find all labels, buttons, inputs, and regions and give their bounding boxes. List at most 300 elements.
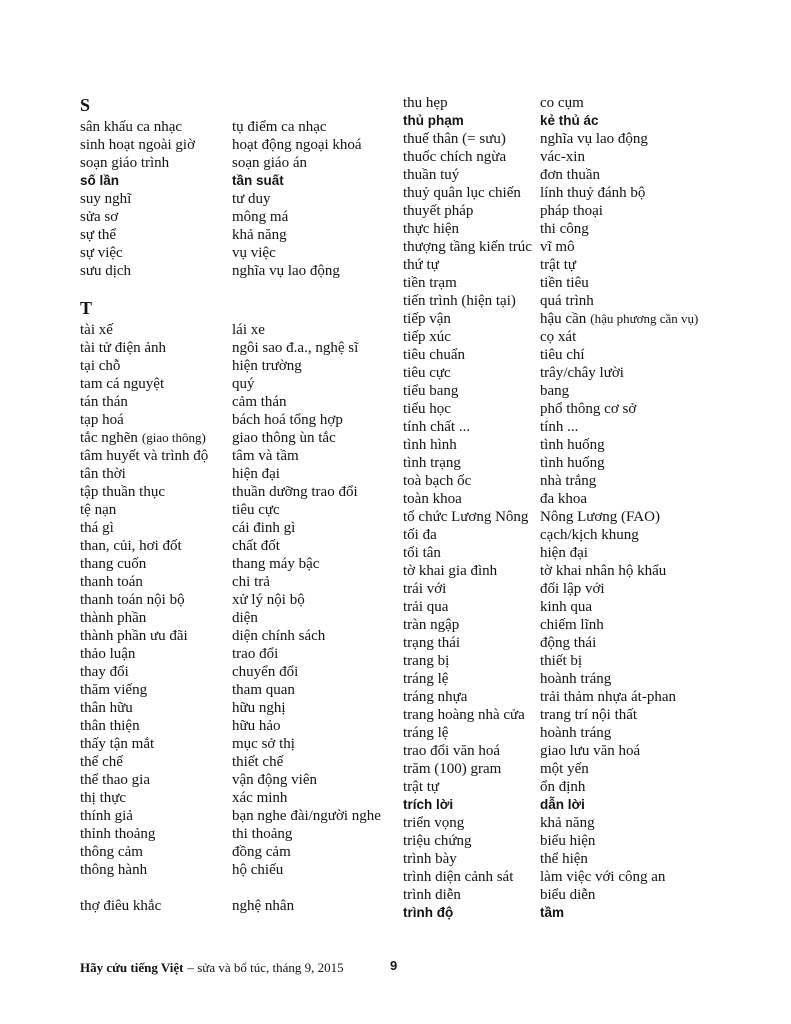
entry-term-text: trái với <box>403 581 447 597</box>
entry-row <box>403 832 743 850</box>
entry-equivalent <box>232 118 327 136</box>
entry-equivalent-text: co cụm <box>540 95 584 111</box>
entry-term-text: trăm (100) gram <box>403 761 502 777</box>
entry-equivalent <box>540 526 639 544</box>
entry-row <box>403 724 743 742</box>
entry-term <box>403 544 540 562</box>
entry-equivalent <box>540 112 599 130</box>
entry-term <box>403 184 540 202</box>
entry-equivalent <box>232 411 343 429</box>
entry-row <box>80 321 392 339</box>
entry-term <box>403 328 540 346</box>
entry-term <box>80 208 232 226</box>
entry-term <box>403 292 540 310</box>
entry-equivalent <box>540 310 698 328</box>
entry-term-text: thực hiện <box>403 221 460 237</box>
entry-row <box>80 897 392 915</box>
entry-equivalent <box>540 94 584 112</box>
entry-equivalent <box>540 130 648 148</box>
entry-equivalent <box>540 166 600 184</box>
entry-term-text: tiền trạm <box>403 275 457 291</box>
entry-equivalent-text: phổ thông cơ sở <box>540 401 637 417</box>
entry-equivalent-text: vác-xin <box>540 149 585 165</box>
entry-term <box>403 418 540 436</box>
entry-term-text: trình bày <box>403 851 457 867</box>
entry-equivalent <box>232 537 280 555</box>
entry-equivalent-text: động thái <box>540 635 597 651</box>
entry-row <box>403 202 743 220</box>
entry-equivalent <box>540 472 596 490</box>
entry-equivalent <box>540 778 585 796</box>
entry-equivalent-text: hoành tráng <box>540 725 612 741</box>
entry-term-text: thông cảm <box>80 844 143 860</box>
entry-equivalent-text: soạn giáo án <box>232 155 307 171</box>
entry-equivalent-text: lính thuỷ đánh bộ <box>540 185 646 201</box>
entry-term <box>403 868 540 886</box>
entry-term-text: thanh toán <box>80 574 143 590</box>
entry-equivalent-text: vĩ mô <box>540 239 575 255</box>
entry-equivalent-text: thang máy bậc <box>232 556 320 572</box>
entry-equivalent <box>540 274 589 292</box>
entry-term <box>80 717 232 735</box>
entry-equivalent-text: mông má <box>232 209 289 225</box>
entry-term-text: thứ tự <box>403 257 439 273</box>
entry-equivalent <box>232 771 317 789</box>
entry-row <box>80 226 392 244</box>
entry-equivalent-text: hoành tráng <box>540 671 612 687</box>
entry-row <box>403 670 743 688</box>
entry-term <box>403 220 540 238</box>
entry-equivalent <box>540 148 585 166</box>
entry-term <box>80 226 232 244</box>
entry-equivalent-text: tần suất <box>232 173 284 188</box>
footer-title: Hãy cứu tiếng Việt <box>80 960 184 975</box>
entry-equivalent <box>232 825 292 843</box>
section-s <box>80 95 392 280</box>
entry-row <box>403 238 743 256</box>
entry-equivalent-text: quá trình <box>540 293 594 309</box>
entry-equivalent-text: tính ... <box>540 419 579 435</box>
entry-row <box>403 220 743 238</box>
entry-term <box>80 118 232 136</box>
entry-term <box>403 490 540 508</box>
entry-equivalent <box>540 688 676 706</box>
entry-row <box>403 526 743 544</box>
entry-row <box>403 544 743 562</box>
entry-equivalent-text: hiện đại <box>232 466 280 482</box>
entry-row <box>80 429 392 447</box>
entry-term-text: tệ nạn <box>80 502 117 518</box>
entry-equivalent <box>540 454 605 472</box>
entry-term-text: thị thực <box>80 790 127 806</box>
entry-equivalent-text: biểu hiện <box>540 833 596 849</box>
footer-subtitle: – sửa và bổ túc, tháng 9, 2015 <box>187 960 344 975</box>
entry-row <box>80 771 392 789</box>
entry-equivalent <box>540 562 666 580</box>
entry-equivalent <box>540 724 611 742</box>
entry-term-text: thuỷ quân lục chiến <box>403 185 521 201</box>
entry-equivalent-text: tờ khai nhân hộ khẩu <box>540 563 667 579</box>
entry-equivalent <box>540 238 575 256</box>
entry-equivalent-text: đồng cảm <box>232 844 291 860</box>
entry-term-text: tiếp vận <box>403 311 451 327</box>
entry-equivalent-text: lái xe <box>232 322 265 338</box>
entry-equivalent-text: vận động viên <box>232 772 317 788</box>
entry-equivalent-text: trây/chây lười <box>540 365 624 381</box>
entry-term-text: tài xế <box>80 322 113 338</box>
entry-equivalent-text: thiết chế <box>232 754 284 770</box>
entry-term <box>403 256 540 274</box>
entry-term <box>403 670 540 688</box>
entry-equivalent-text: diện <box>232 610 258 626</box>
section-heading: T <box>80 298 93 318</box>
entry-row <box>80 172 392 190</box>
entry-row <box>80 627 392 645</box>
entry-row <box>80 483 392 501</box>
entry-row <box>403 814 743 832</box>
entry-term-text: thấy tận mắt <box>80 736 155 752</box>
entry-row <box>80 573 392 591</box>
entry-equivalent <box>540 202 603 220</box>
entry-equivalent <box>232 717 281 735</box>
entry-equivalent-text: tiêu chí <box>540 347 585 363</box>
entry-equivalent <box>540 328 576 346</box>
entry-row <box>403 490 743 508</box>
entry-term <box>403 598 540 616</box>
entry-equivalent-text: đối lập với <box>540 581 605 597</box>
entry-row <box>80 645 392 663</box>
entry-equivalent <box>232 375 255 393</box>
entry-row <box>80 190 392 208</box>
entry-equivalent-text: hậu cần <box>540 311 587 327</box>
entry-equivalent-text: hộ chiếu <box>232 862 284 878</box>
entry-equivalent <box>540 256 576 274</box>
entry-row <box>403 742 743 760</box>
entry-row <box>80 753 392 771</box>
entry-row <box>80 789 392 807</box>
entry-row <box>80 465 392 483</box>
entry-term <box>80 591 232 609</box>
entry-row <box>403 868 743 886</box>
entry-term <box>403 904 540 922</box>
entry-equivalent <box>232 573 270 591</box>
entry-equivalent-text: hoạt động ngoại khoá <box>232 137 362 153</box>
entry-row <box>403 112 743 130</box>
entry-row <box>80 375 392 393</box>
entry-term-text: thanh toán nội bộ <box>80 592 185 608</box>
entry-row <box>80 501 392 519</box>
entry-equivalent <box>232 357 302 375</box>
entry-row <box>403 778 743 796</box>
entry-term <box>403 796 540 814</box>
entry-term-text: thợ điêu khắc <box>80 898 162 914</box>
entry-equivalent <box>540 886 595 904</box>
entry-term-text: tráng lệ <box>403 671 449 687</box>
entry-term <box>403 238 540 256</box>
entry-row <box>403 274 743 292</box>
entry-equivalent-text: đơn thuần <box>540 167 601 183</box>
entry-row <box>403 310 743 328</box>
entry-row <box>403 328 743 346</box>
entry-equivalent <box>540 760 589 778</box>
entry-equivalent <box>232 627 325 645</box>
entry-equivalent <box>540 292 594 310</box>
entry-equivalent <box>232 136 362 154</box>
entry-term <box>80 357 232 375</box>
entry-equivalent-text: tiêu cực <box>232 502 280 518</box>
entry-term-note: (giao thông) <box>141 430 206 445</box>
entry-row <box>403 508 743 526</box>
entry-row <box>403 184 743 202</box>
entry-term-text: than, củi, hơi đốt <box>80 538 182 554</box>
entry-term-text: sửa sơ <box>80 209 119 225</box>
entry-row <box>403 400 743 418</box>
entry-term-text: thính giả <box>80 808 133 824</box>
entry-row <box>80 447 392 465</box>
entry-equivalent-text: vụ việc <box>232 245 276 261</box>
entry-term-text: trích lời <box>403 797 454 812</box>
entry-equivalent-text: chi trả <box>232 574 270 590</box>
entry-row <box>80 519 392 537</box>
entry-term <box>80 483 232 501</box>
entry-equivalent <box>232 465 280 483</box>
entry-row <box>80 681 392 699</box>
entry-term-text: suy nghĩ <box>80 191 132 207</box>
entry-term-text: tâm huyết và trình độ <box>80 448 209 464</box>
entry-equivalent-text: thuần dưỡng trao đổi <box>232 484 358 500</box>
entry-term <box>80 573 232 591</box>
entry-row <box>403 364 743 382</box>
entry-term <box>403 310 540 328</box>
entry-term <box>403 472 540 490</box>
entry-equivalent <box>232 190 271 208</box>
entry-equivalent <box>540 796 585 814</box>
entry-equivalent <box>540 382 569 400</box>
section-heading: S <box>80 95 91 115</box>
entry-row <box>80 537 392 555</box>
entry-term-text: tiêu cực <box>403 365 451 381</box>
entry-row <box>403 760 743 778</box>
entry-term <box>403 760 540 778</box>
entry-term-text: trang bị <box>403 653 450 669</box>
entry-equivalent <box>232 897 294 915</box>
entry-term <box>403 166 540 184</box>
entry-term-text: thang cuốn <box>80 556 147 572</box>
entry-equivalent-text: nghĩa vụ lao động <box>232 263 340 279</box>
entry-term-text: thành phần ưu đãi <box>80 628 188 644</box>
entry-row <box>403 472 743 490</box>
entry-term <box>403 130 540 148</box>
entry-equivalent <box>540 220 589 238</box>
entry-row <box>403 886 743 904</box>
entry-list <box>80 321 392 879</box>
entry-equivalent <box>232 789 287 807</box>
entry-equivalent <box>232 663 298 681</box>
entry-equivalent-text: tầm <box>540 905 565 920</box>
entry-term-text: tiến trình (hiện tại) <box>403 293 516 309</box>
entry-equivalent-note: (hậu phương cần vụ) <box>590 311 699 326</box>
entry-term-text: tính chất ... <box>403 419 471 435</box>
entry-equivalent-text: thi công <box>540 221 589 237</box>
entry-term <box>403 778 540 796</box>
entry-term-text: thá gì <box>80 520 114 536</box>
entry-row <box>403 562 743 580</box>
entry-term-text: trạng thái <box>403 635 461 651</box>
entry-equivalent <box>540 706 637 724</box>
entry-row <box>80 807 392 825</box>
entry-term <box>80 843 232 861</box>
entry-equivalent <box>232 208 288 226</box>
entry-row <box>80 663 392 681</box>
entry-row <box>403 130 743 148</box>
entry-term-text: tráng nhựa <box>403 689 468 705</box>
entry-equivalent-text: cọ xát <box>540 329 577 345</box>
entry-equivalent <box>540 832 595 850</box>
entry-row <box>80 136 392 154</box>
entry-equivalent <box>540 742 640 760</box>
entry-term-text: tiểu bang <box>403 383 459 399</box>
entry-equivalent <box>540 670 611 688</box>
entry-term <box>80 897 232 915</box>
entry-row <box>403 652 743 670</box>
entry-term-text: thể thao gia <box>80 772 150 788</box>
entry-equivalent <box>540 904 564 922</box>
entry-equivalent <box>232 519 295 537</box>
entry-equivalent <box>232 226 287 244</box>
entry-equivalent-text: mục sở thị <box>232 736 295 752</box>
entry-equivalent-text: một yến <box>540 761 589 777</box>
entry-equivalent <box>540 508 660 526</box>
entry-equivalent <box>232 321 265 339</box>
entry-term <box>80 699 232 717</box>
entry-term-text: thủ phạm <box>403 113 464 128</box>
entry-row <box>403 346 743 364</box>
entry-term-text: triệu chứng <box>403 833 472 849</box>
entry-term <box>80 411 232 429</box>
entry-term <box>80 429 232 447</box>
entry-equivalent <box>232 339 358 357</box>
entry-equivalent <box>232 753 283 771</box>
entry-row <box>80 609 392 627</box>
entry-equivalent-text: khả năng <box>232 227 287 243</box>
entry-row <box>403 292 743 310</box>
entry-equivalent-text: hiện đại <box>540 545 588 561</box>
entry-equivalent <box>540 184 645 202</box>
entry-term <box>80 645 232 663</box>
entry-row <box>403 256 743 274</box>
entry-equivalent-text: tình huống <box>540 437 605 453</box>
entry-term <box>80 465 232 483</box>
entry-term-text: thông hành <box>80 862 148 878</box>
entry-term <box>80 501 232 519</box>
entry-term-text: thăm viếng <box>80 682 148 698</box>
entry-equivalent <box>232 172 284 190</box>
entry-equivalent-text: biểu diễn <box>540 887 596 903</box>
entry-term-text: sưu dịch <box>80 263 132 279</box>
page-footer <box>80 960 344 976</box>
entry-equivalent-text: pháp thoại <box>540 203 603 219</box>
entry-term-text: tạp hoá <box>80 412 124 428</box>
entry-equivalent-text: nhà trắng <box>540 473 597 489</box>
entry-term-text: tiêu chuẩn <box>403 347 466 363</box>
entry-equivalent-text: trang trí nội thất <box>540 707 638 723</box>
entry-term <box>403 688 540 706</box>
entry-term <box>80 825 232 843</box>
entry-term <box>80 861 232 879</box>
entry-term-text: tắc nghẽn <box>80 430 138 446</box>
entry-term-text: thân hữu <box>80 700 133 716</box>
entry-row <box>80 861 392 879</box>
entry-equivalent <box>540 364 624 382</box>
entry-term-text: tối đa <box>403 527 437 543</box>
entry-term-text: soạn giáo trình <box>80 155 170 171</box>
entry-equivalent-text: cái đinh gì <box>232 520 296 536</box>
entry-equivalent-text: tiền tiêu <box>540 275 589 291</box>
entry-term-text: thảo luận <box>80 646 136 662</box>
entry-row <box>403 580 743 598</box>
entry-term <box>80 339 232 357</box>
entry-term-text: tràn ngập <box>403 617 460 633</box>
entry-term-text: thuốc chích ngừa <box>403 149 507 165</box>
entry-row <box>403 850 743 868</box>
entry-term-text: tráng lệ <box>403 725 449 741</box>
left-column <box>80 95 392 915</box>
entry-equivalent-text: trao đổi <box>232 646 279 662</box>
entry-term <box>403 742 540 760</box>
entry-term <box>80 136 232 154</box>
entry-term <box>403 562 540 580</box>
entry-term-text: trình độ <box>403 905 454 920</box>
entry-equivalent-text: bạn nghe đài/người nghe <box>232 808 381 824</box>
entry-term <box>80 681 232 699</box>
entry-term <box>80 321 232 339</box>
entry-equivalent-text: nghĩa vụ lao động <box>540 131 648 147</box>
entry-row <box>80 262 392 280</box>
entry-equivalent-text: kẻ thủ ác <box>540 113 599 128</box>
entry-equivalent <box>540 616 604 634</box>
entry-equivalent <box>232 591 305 609</box>
entry-term <box>80 789 232 807</box>
entry-term <box>80 627 232 645</box>
entry-equivalent-text: cảm thán <box>232 394 287 410</box>
entry-list <box>80 897 392 915</box>
entry-term <box>403 364 540 382</box>
entry-equivalent-text: chuyển đổi <box>232 664 299 680</box>
entry-equivalent-text: bách hoá tổng hợp <box>232 412 343 428</box>
entry-term <box>403 634 540 652</box>
entry-term-text: toàn khoa <box>403 491 462 507</box>
entry-equivalent <box>540 652 582 670</box>
entry-row <box>403 94 743 112</box>
entry-row <box>403 796 743 814</box>
entry-row <box>80 118 392 136</box>
entry-equivalent-text: thiết bị <box>540 653 583 669</box>
entry-term <box>403 652 540 670</box>
entry-term-text: trình diễn <box>403 887 461 903</box>
entry-equivalent <box>232 861 283 879</box>
entry-term-text: thuyết pháp <box>403 203 474 219</box>
entry-term <box>403 616 540 634</box>
entry-term-text: trang hoàng nhà cửa <box>403 707 525 723</box>
entry-term <box>403 346 540 364</box>
entry-equivalent <box>232 501 280 519</box>
entry-term <box>403 814 540 832</box>
entry-equivalent <box>232 609 258 627</box>
entry-row <box>403 688 743 706</box>
entry-term <box>403 382 540 400</box>
entry-row <box>403 706 743 724</box>
entry-row <box>80 591 392 609</box>
